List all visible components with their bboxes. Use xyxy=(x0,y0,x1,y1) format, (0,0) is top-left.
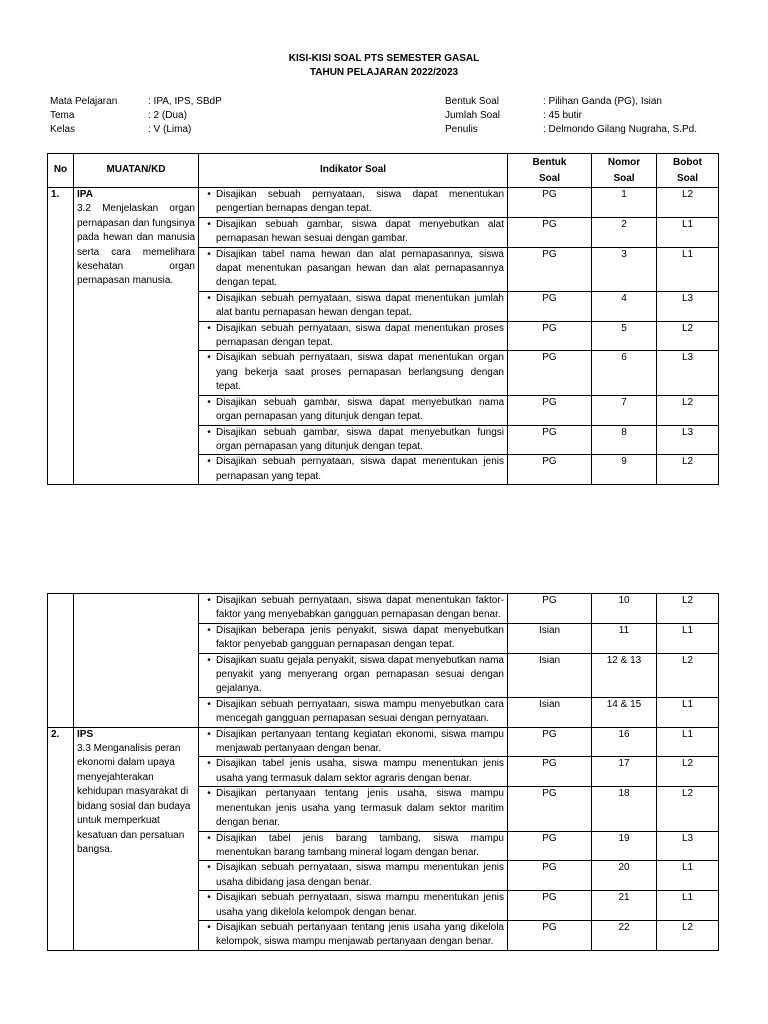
bullet-icon: • xyxy=(207,624,211,636)
indikator-cell xyxy=(199,727,508,757)
indikator-text: Disajikan sebuah pernyataan, siswa dapat menentukan jumlah alat bantu pernapasan hewan dengan tepat. xyxy=(216,292,504,319)
indikator-cell xyxy=(199,831,508,861)
indikator-cell xyxy=(199,291,508,321)
bentuk-cell: PG xyxy=(508,321,592,351)
indikator-cell xyxy=(199,697,508,727)
info-label: Kelas xyxy=(50,124,76,135)
bobot-cell: L1 xyxy=(657,623,719,653)
indikator-cell xyxy=(199,891,508,921)
bentuk-cell: PG xyxy=(508,291,592,321)
indikator-cell xyxy=(199,653,508,697)
indikator-cell xyxy=(199,623,508,653)
kisi-table-part1 xyxy=(47,153,719,485)
info-value: : Delmondo Gilang Nugraha, S.Pd. xyxy=(543,124,697,135)
indikator-text: Disajikan sebuah pernyataan, siswa mampu menyebutkan cara mencegah gangguan pernapasan sesuai dengan pernyataan. xyxy=(216,698,504,725)
indikator-text: Disajikan tabel jenis usaha, siswa mampu menentukan jenis usaha yang termasuk dalam sektor agraris dengan benar. xyxy=(216,758,504,784)
nomor-cell: 6 xyxy=(592,351,657,395)
bullet-icon: • xyxy=(207,892,211,904)
indikator-cell xyxy=(199,351,508,395)
nomor-cell: 5 xyxy=(592,321,657,351)
bentuk-cell: PG xyxy=(508,217,592,247)
row-number-empty xyxy=(48,594,74,728)
bullet-icon: • xyxy=(207,396,211,408)
bullet-icon: • xyxy=(207,292,211,304)
indikator-cell xyxy=(199,787,508,831)
document-title-line2: TAHUN PELAJARAN 2022/2023 xyxy=(309,67,459,78)
indikator-text: Disajikan tabel nama hewan dan alat pernapasannya, siswa dapat menentukan pasangan hewan dan alat pernapasannya dengan tepat. xyxy=(216,248,504,289)
bobot-cell: L2 xyxy=(657,594,719,624)
bobot-cell: L2 xyxy=(657,920,719,950)
indikator-cell xyxy=(199,425,508,455)
muatan-description: 3.2 Menjelaskan organ pernapasan dan fungsinya pada hewan dan manusia serta cara memelihara kesehatan organ pernapasan manusia. xyxy=(77,203,195,287)
nomor-cell: 14 & 15 xyxy=(592,697,657,727)
info-value: : Pilihan Ganda (PG), Isian xyxy=(543,96,662,107)
header-no: No xyxy=(48,154,74,188)
indikator-text: Disajikan sebuah pernyataan, siswa dapat menentukan jenis pernapasan yang tepat. xyxy=(216,456,504,482)
indikator-text: Disajikan pertanyaan tentang kegiatan ekonomi, siswa mampu menjawab pertanyaan dengan benar. xyxy=(216,728,504,755)
bobot-cell: L3 xyxy=(657,291,719,321)
header-bobot-label: Bobot Soal xyxy=(673,156,702,184)
kisi-table-part2 xyxy=(47,593,719,951)
bobot-cell: L1 xyxy=(657,891,719,921)
bullet-icon: • xyxy=(207,832,211,844)
header-muatan: MUATAN/KD xyxy=(74,154,199,188)
info-value: : V (Lima) xyxy=(148,124,192,135)
bentuk-cell: PG xyxy=(508,594,592,624)
info-value: : IPA, IPS, SBdP xyxy=(148,96,222,107)
header-nomor xyxy=(592,154,657,188)
indikator-text: Disajikan sebuah gambar, siswa dapat menyebutkan alat pernapasan hewan sesuai dengan gambar. xyxy=(216,218,504,245)
bullet-icon: • xyxy=(207,698,211,710)
bentuk-cell: PG xyxy=(508,395,592,425)
bullet-icon: • xyxy=(207,456,211,468)
nomor-cell: 21 xyxy=(592,891,657,921)
muatan-description: 3.3 Menganalisis peran ekonomi dalam upaya menyejahterakan kehidupan masyarakat di bidang sosial dan budaya untuk memperkuat kesatuan dan persatuan bangsa. xyxy=(77,743,191,855)
nomor-cell: 11 xyxy=(592,623,657,653)
indikator-cell xyxy=(199,395,508,425)
info-label: Tema xyxy=(50,110,75,121)
indikator-text: Disajikan suatu gejala penyakit, siswa dapat menyebutkan nama penyakit yang menyerang organ pernapasan sesuai dengan gejalanya. xyxy=(216,654,504,695)
nomor-cell: 18 xyxy=(592,787,657,831)
bobot-cell: L1 xyxy=(657,217,719,247)
bullet-icon: • xyxy=(207,352,211,364)
bentuk-cell: PG xyxy=(508,425,592,455)
bullet-icon: • xyxy=(207,788,211,800)
indikator-cell xyxy=(199,217,508,247)
bullet-icon: • xyxy=(207,189,211,200)
bentuk-cell: PG xyxy=(508,455,592,485)
bobot-cell: L3 xyxy=(657,831,719,861)
nomor-cell: 1 xyxy=(592,188,657,218)
indikator-cell xyxy=(199,594,508,624)
muatan-cell xyxy=(74,188,199,485)
table-row xyxy=(48,594,719,624)
indikator-cell xyxy=(199,321,508,351)
indikator-cell xyxy=(199,861,508,891)
indikator-text: Disajikan sebuah pernyataan, siswa dapat menentukan faktor-faktor yang menyebabkan gangguan pernapasan dengan benar. xyxy=(216,595,504,621)
bullet-icon: • xyxy=(207,758,211,770)
bentuk-cell: PG xyxy=(508,757,592,787)
indikator-text: Disajikan beberapa jenis penyakit, siswa dapat menyebutkan faktor penyebab gangguan pernapasan dengan tepat. xyxy=(216,624,504,651)
bentuk-cell: PG xyxy=(508,351,592,395)
bentuk-cell: PG xyxy=(508,831,592,861)
nomor-cell: 2 xyxy=(592,217,657,247)
nomor-cell: 9 xyxy=(592,455,657,485)
bobot-cell: L2 xyxy=(657,757,719,787)
indikator-text: Disajikan sebuah pernyataan, siswa dapat menentukan proses pernapasan dengan tepat. xyxy=(216,322,504,349)
header-bentuk-label: Bentuk Soal xyxy=(532,156,567,184)
row-number: 2. xyxy=(48,727,74,950)
bobot-cell: L1 xyxy=(657,861,719,891)
nomor-cell: 16 xyxy=(592,727,657,757)
nomor-cell: 22 xyxy=(592,920,657,950)
bentuk-cell: Isian xyxy=(508,697,592,727)
info-label: Penulis xyxy=(445,124,478,135)
bobot-cell: L1 xyxy=(657,697,719,727)
bullet-icon: • xyxy=(207,862,211,874)
indikator-cell xyxy=(199,188,508,218)
bobot-cell: L1 xyxy=(657,727,719,757)
bobot-cell: L3 xyxy=(657,351,719,395)
indikator-text: Disajikan sebuah pernyataan, siswa dapat menentukan pengertian bernapas dengan tepat. xyxy=(216,189,504,215)
info-value: : 45 butir xyxy=(543,110,582,121)
bobot-cell: L2 xyxy=(657,188,719,218)
bullet-icon: • xyxy=(207,218,211,230)
muatan-cell-empty xyxy=(74,594,199,728)
muatan-cell xyxy=(74,727,199,950)
bentuk-cell: PG xyxy=(508,188,592,218)
bentuk-cell: PG xyxy=(508,891,592,921)
indikator-cell xyxy=(199,247,508,291)
table-header-row xyxy=(48,154,719,188)
info-value: : 2 (Dua) xyxy=(148,110,187,121)
bentuk-cell: Isian xyxy=(508,623,592,653)
bentuk-cell: PG xyxy=(508,787,592,831)
row-number: 1. xyxy=(48,188,74,485)
indikator-text: Disajikan sebuah pernyataan, siswa mampu menentukan jenis usaha dibidang jasa dengan benar. xyxy=(216,862,504,888)
bobot-cell: L2 xyxy=(657,455,719,485)
bobot-cell: L2 xyxy=(657,787,719,831)
bentuk-cell: Isian xyxy=(508,653,592,697)
info-label: Jumlah Soal xyxy=(445,110,501,121)
nomor-cell: 17 xyxy=(592,757,657,787)
info-label: Bentuk Soal xyxy=(445,96,499,107)
bentuk-cell: PG xyxy=(508,861,592,891)
document-title-line1: KISI-KISI SOAL PTS SEMESTER GASAL xyxy=(288,53,480,64)
bobot-cell: L3 xyxy=(657,425,719,455)
nomor-cell: 10 xyxy=(592,594,657,624)
bullet-icon: • xyxy=(207,322,211,334)
indikator-text: Disajikan sebuah gambar, siswa dapat menyebutkan nama organ pernapasan yang ditunjuk dengan tepat. xyxy=(216,396,504,423)
indikator-text: Disajikan sebuah pertanyaan tentang jenis usaha yang dikelola kelompok, siswa mampu menjawab pertanyaan dengan benar. xyxy=(216,921,504,948)
nomor-cell: 19 xyxy=(592,831,657,861)
nomor-cell: 8 xyxy=(592,425,657,455)
table-row xyxy=(48,727,719,757)
indikator-cell xyxy=(199,920,508,950)
bobot-cell: L1 xyxy=(657,247,719,291)
indikator-text: Disajikan tabel jenis barang tambang, siswa mampu menentukan barang tambang mineral logam dengan benar. xyxy=(216,832,504,858)
bullet-icon: • xyxy=(207,921,211,933)
bobot-cell: L2 xyxy=(657,321,719,351)
nomor-cell: 12 & 13 xyxy=(592,653,657,697)
muatan-title: IPA xyxy=(77,189,93,200)
bobot-cell: L2 xyxy=(657,653,719,697)
header-bobot xyxy=(657,154,719,188)
bentuk-cell: PG xyxy=(508,920,592,950)
nomor-cell: 20 xyxy=(592,861,657,891)
bullet-icon: • xyxy=(207,248,211,260)
indikator-text: Disajikan sebuah pernyataan, siswa dapat menentukan organ yang bekerja saat proses pernapasan berlangsung dengan tepat. xyxy=(216,352,504,393)
bullet-icon: • xyxy=(207,654,211,666)
bullet-icon: • xyxy=(207,595,211,606)
nomor-cell: 4 xyxy=(592,291,657,321)
bobot-cell: L2 xyxy=(657,395,719,425)
header-nomor-label: Nomor Soal xyxy=(607,156,641,184)
table-row xyxy=(48,188,719,218)
info-label: Mata Pelajaran xyxy=(50,96,118,107)
bullet-icon: • xyxy=(207,728,211,740)
muatan-title: IPS xyxy=(77,728,94,740)
header-indikator: Indikator Soal xyxy=(199,154,508,188)
bullet-icon: • xyxy=(207,426,211,438)
indikator-text: Disajikan sebuah pernyataan, siswa mampu menentukan jenis usaha yang dikelola kelompok dengan benar. xyxy=(216,892,504,918)
indikator-text: Disajikan pertanyaan tentang jenis usaha, siswa mampu menentukan jenis usaha yang termasuk dalam sektor maritim dengan benar. xyxy=(216,788,504,829)
nomor-cell: 3 xyxy=(592,247,657,291)
header-bentuk xyxy=(508,154,592,188)
indikator-cell xyxy=(199,455,508,485)
indikator-cell xyxy=(199,757,508,787)
indikator-text: Disajikan sebuah gambar, siswa dapat menyebutkan fungsi organ pernapasan yang ditunjuk dengan tepat. xyxy=(216,426,504,452)
nomor-cell: 7 xyxy=(592,395,657,425)
bentuk-cell: PG xyxy=(508,727,592,757)
bentuk-cell: PG xyxy=(508,247,592,291)
